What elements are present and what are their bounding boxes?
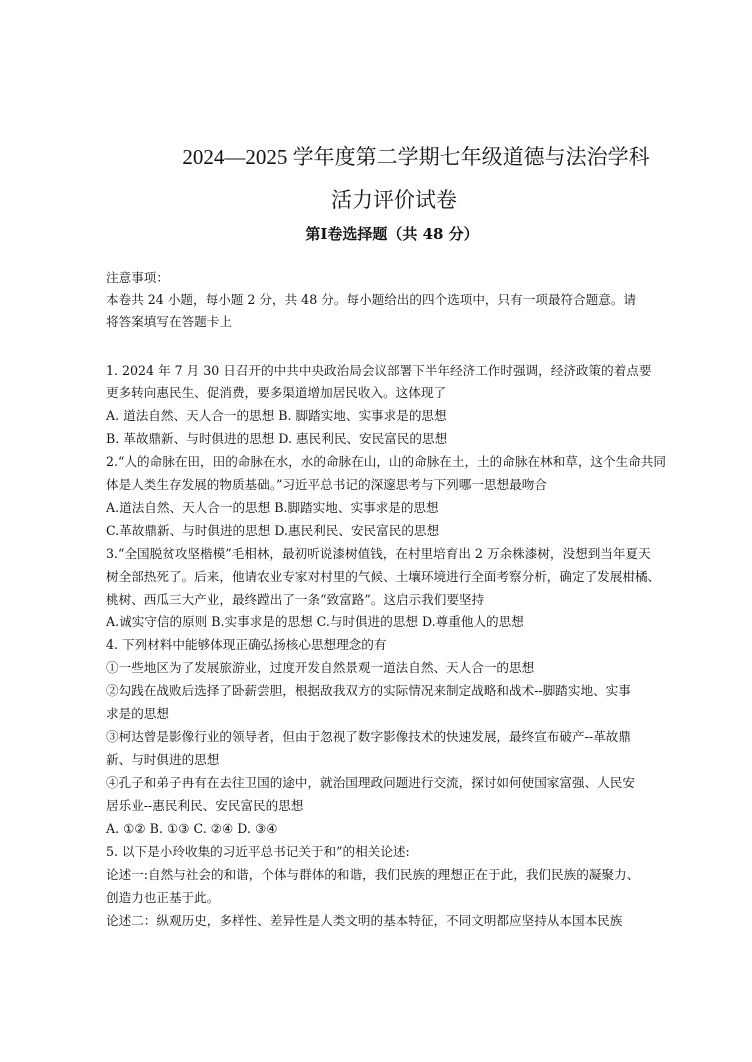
question-2-stem: 体是人类生存发展的物质基础。”习近平总书记的深邃思考与下列哪一思想最吻合: [106, 477, 547, 492]
question-2-options: A.道法自然、天人合一的思想 B.脚踏实地、实事求是的思想: [106, 500, 439, 515]
question-3-stem: 桃树、西瓜三大产业，最终蹚出了一条“致富路”。这启示我们要坚持: [106, 592, 485, 607]
question-3-stem: 3.“全国脱贫攻坚楷模”毛相林，最初听说漆树值钱，在村里培育出 2 万余株漆树，没想到当年夏天: [106, 546, 651, 561]
question-5-paragraph: 论述一:自然与社会的和谐，个体与群体的和谐，我们民族的理想正在于此，我们民族的凝聚力、: [106, 867, 640, 882]
notice-line: 将答案填写在答题卡上: [106, 314, 232, 329]
question-4-item: ②勾践在战败后选择了卧薪尝胆，根据敌我双方的实际情况来制定战略和战术--脚踏实地、实事: [106, 683, 631, 698]
question-4-item: 新、与时俱进的思想: [106, 752, 220, 767]
question-4-stem: 4. 下列材料中能够体现正确弘扬核心思想理念的有: [106, 637, 387, 652]
question-5-stem: 5. 以下是小玲收集的习近平总书记关于和”的相关论述:: [106, 844, 410, 859]
section-title: 第Ⅰ卷选择题（共 48 分）: [305, 225, 479, 243]
exam-title-line2: 活力评价试卷: [331, 188, 457, 212]
question-4-options: A. ①② B. ①③ C. ②④ D. ③④: [106, 821, 278, 836]
question-5-paragraph: 创造力也正基于此。: [106, 890, 220, 905]
question-2-options: C.革故鼎新、与时俱进的思想 D.惠民利民、安民富民的思想: [106, 523, 440, 538]
question-3-options: A.诚实守信的原则 B.实事求是的思想 C.与时俱进的思想 D.尊重他人的思想: [106, 614, 524, 629]
question-1-options: A. 道法自然、天人合一的思想 B. 脚踏实地、实事求是的思想: [106, 408, 447, 423]
question-5-paragraph: 论述二：纵观历史，多样性、差异性是人类文明的基本特征，不同文明都应坚持从本国本民族: [106, 913, 623, 928]
question-4-item: ①一些地区为了发展旅游业，过度开发自然景观一道法自然、天人合一的思想: [106, 660, 535, 675]
question-4-item: ③柯达曾是影像行业的领导者，但由于忽视了数字影像技术的快速发展，最终宣布破产--革故鼎: [106, 729, 631, 744]
exam-title-line1: 2024—2025 学年度第二学期七年级道德与法治学科: [182, 145, 650, 169]
question-1-stem: 1. 2024 年 7 月 30 日召开的中共中央政治局会议部署下半年经济工作时强调，经济政策的着点要: [106, 363, 652, 378]
question-4-item: ④孔子和弟子冉有在去往卫国的途中，就治国理政问题进行交流，探讨如何使国家富强、人民安: [106, 775, 635, 790]
question-2-stem: 2.“人的命脉在田，田的命脉在水，水的命脉在山，山的命脉在土，土的命脉在林和草，这个生命共同: [106, 454, 666, 469]
question-1-options: B. 革故鼎新、与时俱进的思想 D. 惠民利民、安民富民的思想: [106, 431, 448, 446]
question-4-item: 求是的思想: [106, 706, 169, 721]
notice-line: 本卷共 24 小题，每小题 2 分，共 48 分。每小题给出的四个选项中，只有一项最符合题意。请: [106, 292, 637, 307]
question-4-item: 居乐业--惠民利民、安民富民的思想: [106, 798, 304, 813]
notice-heading: 注意事项：: [106, 270, 169, 285]
question-3-stem: 树全部热死了。后来，他请农业专家对村里的气候、土壤环境进行全面考察分析，确定了发展柑橘、: [106, 569, 661, 584]
question-1-stem: 更多转向惠民生、促消费，要多渠道增加居民收入。这体现了: [106, 385, 447, 400]
